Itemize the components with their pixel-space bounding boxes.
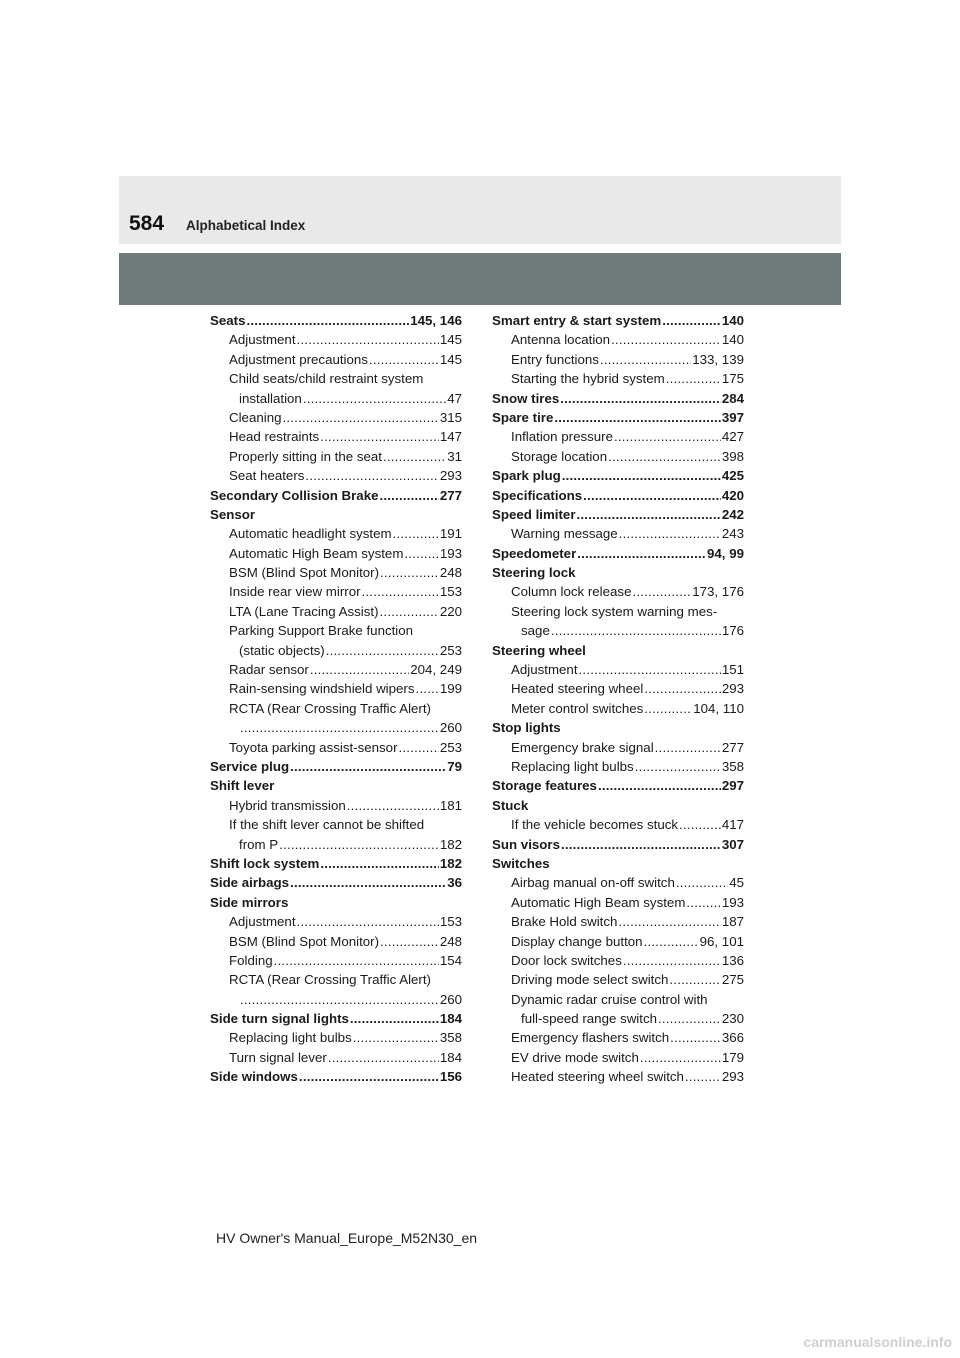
entry-term: BSM (Blind Spot Monitor) [229, 933, 380, 949]
index-subentry [492, 932, 744, 951]
entry-term: Dynamic radar cruise control with [511, 991, 708, 1007]
entry-page-ref: 179 [721, 1049, 744, 1065]
index-subentry [492, 330, 744, 349]
index-entry [210, 1009, 462, 1028]
dot-leader [676, 873, 728, 892]
entry-term: Storage location [511, 448, 608, 464]
entry-page-ref: 193 [439, 545, 462, 561]
index-subentry [210, 427, 462, 446]
index-entry [492, 311, 744, 330]
entry-term: installation [239, 390, 302, 406]
index-subentry [210, 447, 462, 466]
index-entry [492, 796, 744, 815]
entry-page-ref: 420 [721, 487, 744, 503]
index-subentry [492, 582, 744, 601]
entry-term: from P [239, 836, 279, 852]
entry-term: (static objects) [239, 642, 325, 658]
entry-term: Stop lights [492, 720, 561, 736]
entry-page-ref: 47 [447, 390, 462, 406]
dot-leader [350, 1009, 439, 1028]
entry-term: Side windows [210, 1069, 298, 1085]
entry-term: Inflation pressure [511, 429, 613, 445]
entry-term: Side mirrors [210, 894, 289, 910]
footer-manual-id: HV Owner's Manual_Europe_M52N30_en [216, 1230, 478, 1246]
index-entry [210, 486, 462, 505]
index-subentry [210, 1048, 462, 1067]
dot-leader [320, 427, 439, 446]
entry-page-ref: 193 [721, 894, 744, 910]
index-subentry [492, 350, 744, 369]
entry-term: Radar sensor [229, 662, 309, 678]
entry-term: Cleaning [229, 409, 282, 425]
entry-page-ref: 145 [439, 351, 462, 367]
dot-leader [666, 369, 721, 388]
entry-term: Automatic High Beam system [511, 894, 686, 910]
index-subentry [492, 951, 744, 970]
entry-page-ref: 104, 110 [693, 700, 744, 716]
index-entry [210, 776, 462, 795]
entry-term: EV drive mode switch [511, 1049, 639, 1065]
dot-leader [658, 1009, 721, 1028]
entry-term: Adjustment [229, 914, 296, 930]
dot-leader [240, 990, 439, 1009]
index-subentry [210, 990, 462, 1009]
entry-page-ref: 187 [721, 914, 744, 930]
index-subentry [210, 912, 462, 931]
index-entry [210, 757, 462, 776]
entry-term: RCTA (Rear Crossing Traffic Alert) [229, 972, 431, 988]
entry-page-ref: 175 [721, 371, 744, 387]
dot-leader [328, 1048, 439, 1067]
entry-term: Steering wheel [492, 642, 586, 658]
entry-term: Replacing light bulbs [229, 1030, 352, 1046]
entry-term: Spark plug [492, 468, 561, 484]
dot-leader [383, 447, 446, 466]
dot-leader [635, 757, 721, 776]
entry-page-ref: 31 [447, 448, 462, 464]
entry-term: Switches [492, 855, 550, 871]
dot-leader [246, 311, 409, 330]
entry-page-ref: 140 [721, 313, 744, 328]
entry-term: Adjustment [229, 332, 296, 348]
entry-term: LTA (Lane Tracing Assist) [229, 603, 379, 619]
dot-leader [579, 660, 721, 679]
entry-page-ref: 260 [439, 720, 462, 736]
entry-term: Seat heaters [229, 468, 305, 484]
entry-term: Heated steering wheel [511, 681, 644, 697]
index-subentry [210, 330, 462, 349]
index-entry [492, 854, 744, 873]
dot-leader [283, 408, 439, 427]
index-subentry [492, 447, 744, 466]
entry-page-ref: 204, 249 [410, 662, 462, 678]
dot-leader [379, 486, 438, 505]
entry-term: Steering lock system warning mes- [511, 603, 718, 619]
index-entry [210, 893, 462, 912]
entry-term: Airbag manual on-off switch [511, 875, 675, 891]
index-subentry [210, 621, 462, 640]
dot-leader [598, 776, 721, 795]
index-subentry [210, 466, 462, 485]
entry-page-ref: 277 [721, 739, 744, 755]
index-subentry [210, 602, 462, 621]
index-subentry [210, 350, 462, 369]
entry-term: Adjustment precautions [229, 351, 368, 367]
entry-page-ref: 277 [439, 487, 462, 503]
index-entry [492, 486, 744, 505]
dot-leader [310, 660, 409, 679]
entry-term: Seats [210, 313, 246, 328]
entry-term: Starting the hybrid system [511, 371, 665, 387]
index-subentry [492, 970, 744, 989]
index-column-left [210, 311, 462, 1087]
entry-term: Toyota parking assist-sensor [229, 739, 398, 755]
entry-page-ref: 147 [439, 429, 462, 445]
entry-term: Shift lever [210, 778, 275, 794]
index-subentry [492, 660, 744, 679]
dot-leader [290, 757, 446, 776]
dot-leader [577, 505, 721, 524]
index-entry [492, 563, 744, 582]
dot-leader [297, 330, 439, 349]
entry-page-ref: 297 [721, 778, 744, 794]
entry-page-ref: 173, 176 [692, 584, 744, 600]
dot-leader [644, 932, 699, 951]
index-subentry [210, 524, 462, 543]
entry-page-ref: 427 [721, 429, 744, 445]
index-entry [492, 505, 744, 524]
dot-leader [399, 738, 439, 757]
entry-page-ref: 358 [721, 758, 744, 774]
dot-leader [297, 912, 439, 931]
header-band [119, 253, 841, 305]
entry-page-ref: 315 [439, 409, 462, 425]
entry-term: Head restraints [229, 429, 320, 445]
index-subentry [492, 893, 744, 912]
entry-page-ref: 425 [721, 468, 744, 484]
entry-page-ref: 358 [439, 1030, 462, 1046]
entry-page-ref: 191 [439, 526, 462, 542]
entry-term: Entry functions [511, 351, 599, 367]
entry-term: Inside rear view mirror [229, 584, 361, 600]
entry-page-ref: 154 [439, 952, 462, 968]
entry-term: RCTA (Rear Crossing Traffic Alert) [229, 700, 431, 716]
dot-leader [670, 1028, 721, 1047]
entry-page-ref: 145 [439, 332, 462, 348]
index-column-right [492, 311, 744, 1087]
index-subentry [210, 738, 462, 757]
entry-page-ref: 153 [439, 914, 462, 930]
entry-term: Side turn signal lights [210, 1011, 349, 1027]
entry-page-ref: 260 [439, 991, 462, 1007]
index-entry [492, 408, 744, 427]
index-entry [210, 505, 462, 524]
entry-term: Hybrid transmission [229, 797, 346, 813]
entry-page-ref: 156 [439, 1069, 462, 1085]
dot-leader [618, 912, 720, 931]
section-title: Alphabetical Index [186, 218, 306, 233]
dot-leader [326, 641, 439, 660]
entry-term: Smart entry & start system [492, 313, 662, 328]
dot-leader [347, 796, 439, 815]
entry-term: Parking Support Brake function [229, 623, 414, 639]
dot-leader [632, 582, 691, 601]
entry-term: Properly sitting in the seat [229, 448, 382, 464]
dot-leader [362, 582, 439, 601]
index-subentry [492, 1048, 744, 1067]
entry-term: Specifications [492, 487, 583, 503]
entry-page-ref: 181 [439, 797, 462, 813]
dot-leader [305, 466, 438, 485]
index-subentry [210, 563, 462, 582]
dot-leader [577, 544, 706, 563]
index-entry [210, 311, 462, 330]
index-subentry [492, 679, 744, 698]
entry-term: Secondary Collision Brake [210, 487, 379, 503]
dot-leader [669, 970, 720, 989]
entry-term: Automatic High Beam system [229, 545, 404, 561]
entry-page-ref: 307 [721, 836, 744, 852]
dot-leader [611, 330, 721, 349]
index-subentry [492, 1009, 744, 1028]
index-subentry [492, 524, 744, 543]
entry-page-ref: 36 [447, 875, 462, 891]
index-subentry [210, 641, 462, 660]
entry-term: Stuck [492, 797, 529, 813]
index-subentry [210, 796, 462, 815]
index-subentry [492, 757, 744, 776]
index-entry [492, 544, 744, 563]
entry-term: Warning message [511, 526, 618, 542]
entry-term: Antenna location [511, 332, 611, 348]
entry-page-ref: 230 [721, 1011, 744, 1027]
entry-term: Folding [229, 952, 273, 968]
entry-term: Heated steering wheel switch [511, 1069, 684, 1085]
entry-page-ref: 184 [439, 1049, 462, 1065]
entry-page-ref: 145, 146 [410, 313, 462, 328]
dot-leader [380, 602, 439, 621]
dot-leader [380, 932, 439, 951]
dot-leader [274, 951, 439, 970]
page-number: 584 [129, 212, 165, 235]
dot-leader [583, 486, 721, 505]
entry-page-ref: 397 [721, 409, 744, 425]
dot-leader [655, 738, 721, 757]
entry-page-ref: 140 [721, 332, 744, 348]
entry-page-ref: 96, 101 [699, 933, 744, 949]
entry-term: Emergency brake signal [511, 739, 654, 755]
dot-leader [608, 447, 721, 466]
index-subentry [492, 621, 744, 640]
dot-leader [640, 1048, 721, 1067]
entry-page-ref: 133, 139 [692, 351, 744, 367]
index-entry [492, 641, 744, 660]
dot-leader [679, 815, 721, 834]
entry-term: Replacing light bulbs [511, 758, 634, 774]
dot-leader [279, 835, 439, 854]
dot-leader [290, 873, 446, 892]
entry-term: Emergency flashers switch [511, 1030, 670, 1046]
entry-term: Storage features [492, 778, 597, 794]
entry-term: Spare tire [492, 409, 554, 425]
index-subentry [492, 369, 744, 388]
index-subentry [492, 815, 744, 834]
index-subentry [210, 815, 462, 834]
dot-leader [320, 854, 438, 873]
dot-leader [644, 679, 720, 698]
entry-term: Display change button [511, 933, 643, 949]
index-subentry [210, 389, 462, 408]
index-subentry [210, 970, 462, 989]
entry-page-ref: 293 [721, 681, 744, 697]
index-entry [492, 776, 744, 795]
index-subentry [210, 932, 462, 951]
entry-page-ref: 136 [721, 952, 744, 968]
entry-term: Automatic headlight system [229, 526, 392, 542]
dot-leader [353, 1028, 439, 1047]
dot-leader [560, 389, 721, 408]
entry-page-ref: 253 [439, 642, 462, 658]
entry-term: full-speed range switch [521, 1011, 657, 1027]
index-subentry [492, 602, 744, 621]
entry-page-ref: 182 [439, 855, 462, 871]
index-subentry [492, 738, 744, 757]
entry-term: Brake Hold switch [511, 914, 618, 930]
dot-leader [404, 544, 438, 563]
index-entry [210, 873, 462, 892]
dot-leader [600, 350, 691, 369]
index-subentry [492, 912, 744, 931]
index-subentry [210, 544, 462, 563]
entry-page-ref: 284 [721, 390, 744, 406]
index-entry [492, 389, 744, 408]
index-subentry [210, 408, 462, 427]
index-subentry [492, 873, 744, 892]
dot-leader [416, 679, 439, 698]
entry-term: Door lock switches [511, 952, 622, 968]
entry-page-ref: 275 [721, 972, 744, 988]
index-subentry [210, 1028, 462, 1047]
entry-page-ref: 293 [439, 468, 462, 484]
index-subentry [492, 427, 744, 446]
entry-page-ref: 293 [721, 1069, 744, 1085]
dot-leader [686, 893, 720, 912]
entry-page-ref: 242 [721, 506, 744, 522]
entry-term: Side airbags [210, 875, 290, 891]
index-subentry [210, 951, 462, 970]
entry-term: Rain-sensing windshield wipers [229, 681, 415, 697]
entry-term: Sensor [210, 506, 256, 522]
entry-page-ref: 79 [447, 758, 462, 774]
entry-term: If the shift lever cannot be shifted [229, 817, 425, 833]
dot-leader [614, 427, 721, 446]
entry-term: If the vehicle becomes stuck [511, 817, 679, 833]
entry-page-ref: 182 [439, 836, 462, 852]
entry-term: Sun visors [492, 836, 560, 852]
dot-leader [369, 350, 439, 369]
dot-leader [662, 311, 721, 330]
index-entry [492, 718, 744, 737]
watermark: carmanualsonline.info [803, 1334, 952, 1350]
index-subentry [210, 835, 462, 854]
index-subentry [210, 699, 462, 718]
entry-page-ref: 253 [439, 739, 462, 755]
dot-leader [303, 389, 446, 408]
index-subentry [210, 369, 462, 388]
index-entry [492, 466, 744, 485]
entry-term: Speedometer [492, 545, 577, 561]
index-entry [210, 1067, 462, 1086]
entry-page-ref: 184 [439, 1011, 462, 1027]
dot-leader [551, 621, 721, 640]
dot-leader [380, 563, 439, 582]
entry-term: Turn signal lever [229, 1049, 327, 1065]
index-entry [492, 835, 744, 854]
entry-term: Shift lock system [210, 855, 320, 871]
entry-term: Driving mode select switch [511, 972, 669, 988]
entry-page-ref: 199 [439, 681, 462, 697]
entry-page-ref: 248 [439, 565, 462, 581]
dot-leader [623, 951, 721, 970]
entry-page-ref: 248 [439, 933, 462, 949]
entry-page-ref: 45 [729, 875, 744, 891]
dot-leader [685, 1067, 721, 1086]
index-entry [210, 854, 462, 873]
index-subentry [210, 718, 462, 737]
entry-term: Column lock release [511, 584, 632, 600]
entry-term: Snow tires [492, 390, 560, 406]
entry-page-ref: 94, 99 [707, 545, 744, 561]
dot-leader [619, 524, 721, 543]
index-subentry [210, 582, 462, 601]
index-subentry [492, 699, 744, 718]
entry-page-ref: 153 [439, 584, 462, 600]
dot-leader [562, 466, 721, 485]
entry-page-ref: 220 [439, 603, 462, 619]
dot-leader [299, 1067, 439, 1086]
entry-term: sage [521, 623, 550, 639]
entry-page-ref: 366 [721, 1030, 744, 1046]
entry-term: Adjustment [511, 662, 578, 678]
index-subentry [492, 1067, 744, 1086]
entry-page-ref: 151 [721, 662, 744, 678]
entry-term: Child seats/child restraint system [229, 371, 424, 387]
entry-term: Service plug [210, 758, 290, 774]
entry-page-ref: 243 [721, 526, 744, 542]
dot-leader [393, 524, 439, 543]
dot-leader [644, 699, 692, 718]
dot-leader [561, 835, 721, 854]
entry-term: Meter control switches [511, 700, 644, 716]
index-subentry [492, 1028, 744, 1047]
entry-page-ref: 176 [721, 623, 744, 639]
entry-page-ref: 417 [721, 817, 744, 833]
dot-leader [554, 408, 720, 427]
entry-term: BSM (Blind Spot Monitor) [229, 565, 380, 581]
index-subentry [210, 679, 462, 698]
dot-leader [240, 718, 439, 737]
entry-term: Speed limiter [492, 506, 576, 522]
entry-term: Steering lock [492, 565, 576, 581]
entry-page-ref: 398 [721, 448, 744, 464]
index-subentry [210, 660, 462, 679]
index-subentry [492, 990, 744, 1009]
